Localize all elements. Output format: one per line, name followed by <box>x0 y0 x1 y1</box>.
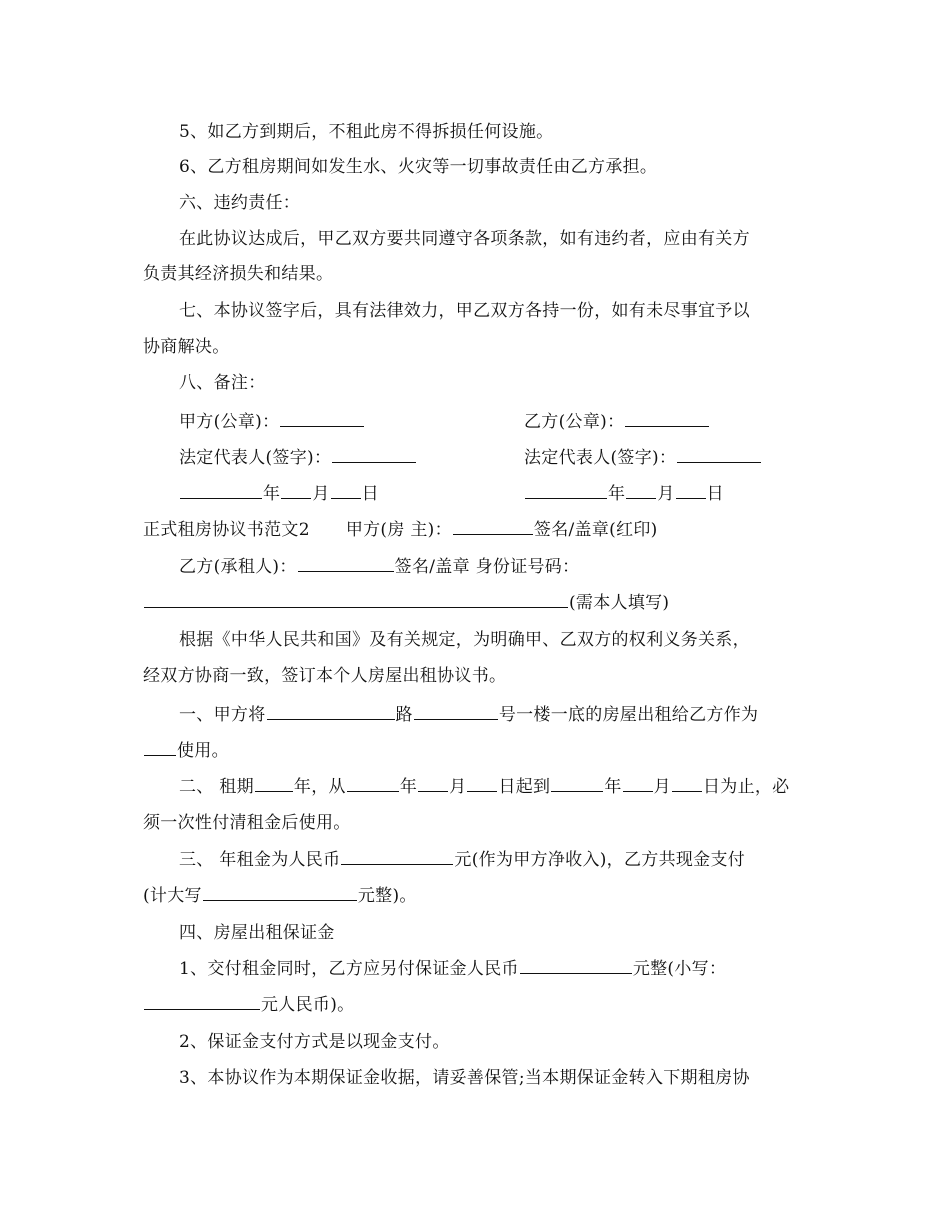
clause-5 <box>179 117 553 147</box>
label: 甲方(公章)： <box>179 412 280 432</box>
blank-line <box>255 773 293 792</box>
text: 月 <box>653 777 671 797</box>
label: 签名/盖章 身份证号码： <box>394 557 580 577</box>
label: 月 <box>312 484 330 504</box>
text: 号一楼一底的房屋出租给乙方作为 <box>498 705 759 725</box>
article-4-heading <box>179 918 335 948</box>
text: 使用。 <box>177 741 229 761</box>
blank-line <box>676 480 706 499</box>
breach-paragraph-line2 <box>143 259 333 289</box>
blank-line <box>672 773 702 792</box>
label: 甲方(房 主)： <box>345 520 452 540</box>
text: 元人民币)。 <box>261 995 355 1015</box>
label: 月 <box>657 484 675 504</box>
article-2-line2 <box>143 808 351 838</box>
label: 法定代表人(签字)： <box>179 448 332 468</box>
text: 须一次性付清租金后使用。 <box>143 813 351 833</box>
blank-line <box>341 846 453 865</box>
blank-line <box>520 955 632 974</box>
text: 年 <box>399 777 418 797</box>
article-3-line1 <box>179 845 745 875</box>
deposit-1-line1 <box>179 954 726 984</box>
label: 日 <box>361 484 379 504</box>
section-heading-breach <box>179 188 300 218</box>
text: 2、保证金支付方式是以现金支付。 <box>179 1032 450 1052</box>
deposit-2 <box>179 1027 450 1057</box>
text: 七、本协议签字后，具有法律效力，甲乙双方各持一份，如有未尽事宜予以 <box>179 301 750 321</box>
article-3-line2 <box>143 881 417 911</box>
text: 年 <box>604 777 622 797</box>
blank-line <box>144 589 568 608</box>
sample-2-title-line <box>143 515 658 545</box>
blank-line <box>144 991 260 1010</box>
text: 根据《中华人民共和国》及有关规定，为明确甲、乙双方的权利义务关系， <box>179 630 750 650</box>
section-heading-remarks <box>179 368 266 398</box>
label: 签名/盖章(红印) <box>533 520 658 540</box>
label: (需本人填写) <box>569 593 670 613</box>
document-title: 正式租房协议书范文2 <box>143 520 310 540</box>
preamble-line1 <box>179 625 750 655</box>
text: 元(作为甲方净收入)，乙方共现金支付 <box>454 850 746 870</box>
id-number-line <box>143 588 669 618</box>
blank-line <box>280 408 364 427</box>
text: 1、交付租金同时，乙方应另付保证金人民币 <box>179 959 519 979</box>
blank-line <box>625 408 709 427</box>
label: 年 <box>263 484 281 504</box>
blank-line <box>180 480 262 499</box>
text: 二、 租期 <box>179 777 254 797</box>
text: 一、甲方将 <box>179 705 266 725</box>
blank-line <box>677 444 761 463</box>
text: 三、 年租金为人民币 <box>179 850 341 870</box>
blank-line <box>332 444 416 463</box>
party-b-seal-field <box>524 407 710 437</box>
party-b-tenant-line <box>179 552 579 582</box>
label: 日 <box>706 484 724 504</box>
party-a-date-field <box>179 479 379 509</box>
section-seven-line1 <box>179 296 750 326</box>
label: 年 <box>608 484 626 504</box>
party-b-rep-field <box>524 443 762 473</box>
blank-line <box>347 773 399 792</box>
preamble-line2 <box>143 661 506 691</box>
text: 日为止，必 <box>702 777 790 797</box>
text: 日起到 <box>498 777 551 797</box>
blank-line <box>144 737 176 756</box>
blank-line <box>626 480 656 499</box>
blank-line <box>414 701 498 720</box>
blank-line <box>623 773 653 792</box>
party-a-seal-field <box>179 407 365 437</box>
text: 负责其经济损失和结果。 <box>143 264 334 284</box>
text: 路 <box>395 705 413 725</box>
blank-line <box>453 516 533 535</box>
text: 在此协议达成后，甲乙双方要共同遵守各项条款，如有违约者，应由有关方 <box>179 229 750 249</box>
text: 元整(小写： <box>632 959 727 979</box>
party-b-date-field <box>524 479 724 509</box>
blank-line <box>267 701 395 720</box>
article-2-line1 <box>179 772 789 802</box>
section-seven-line2 <box>143 332 230 362</box>
article-1-line1 <box>179 700 758 730</box>
party-a-rep-field <box>179 443 417 473</box>
blank-line <box>418 773 448 792</box>
blank-line <box>281 480 311 499</box>
deposit-3 <box>179 1063 750 1093</box>
text: 八、备注： <box>179 373 266 393</box>
blank-line <box>467 773 497 792</box>
article-1-line2 <box>143 736 229 766</box>
label: 乙方(公章)： <box>524 412 625 432</box>
breach-paragraph-line1 <box>179 224 750 254</box>
clause-6 <box>179 152 657 182</box>
deposit-1-line2 <box>143 990 354 1020</box>
text: 六、违约责任： <box>179 193 301 213</box>
text: 协商解决。 <box>143 337 230 357</box>
text: 5、如乙方到期后，不租此房不得拆损任何设施。 <box>179 122 554 142</box>
text: (计大写 <box>143 886 202 906</box>
text: 月 <box>449 777 467 797</box>
label: 法定代表人(签字)： <box>524 448 677 468</box>
text: 3、本协议作为本期保证金收据，请妥善保管;当本期保证金转入下期租房协 <box>179 1068 750 1088</box>
blank-line <box>551 773 603 792</box>
text: 四、房屋出租保证金 <box>179 923 335 943</box>
text: 6、乙方租房期间如发生水、火灾等一切事故责任由乙方承担。 <box>179 157 658 177</box>
blank-line <box>525 480 607 499</box>
label: 乙方(承租人)： <box>179 557 297 577</box>
text: 元整)。 <box>357 886 417 906</box>
text: 经双方协商一致，签订本个人房屋出租协议书。 <box>143 666 507 686</box>
text: 年，从 <box>293 777 346 797</box>
blank-line <box>298 553 394 572</box>
blank-line <box>203 882 357 901</box>
blank-line <box>331 480 361 499</box>
